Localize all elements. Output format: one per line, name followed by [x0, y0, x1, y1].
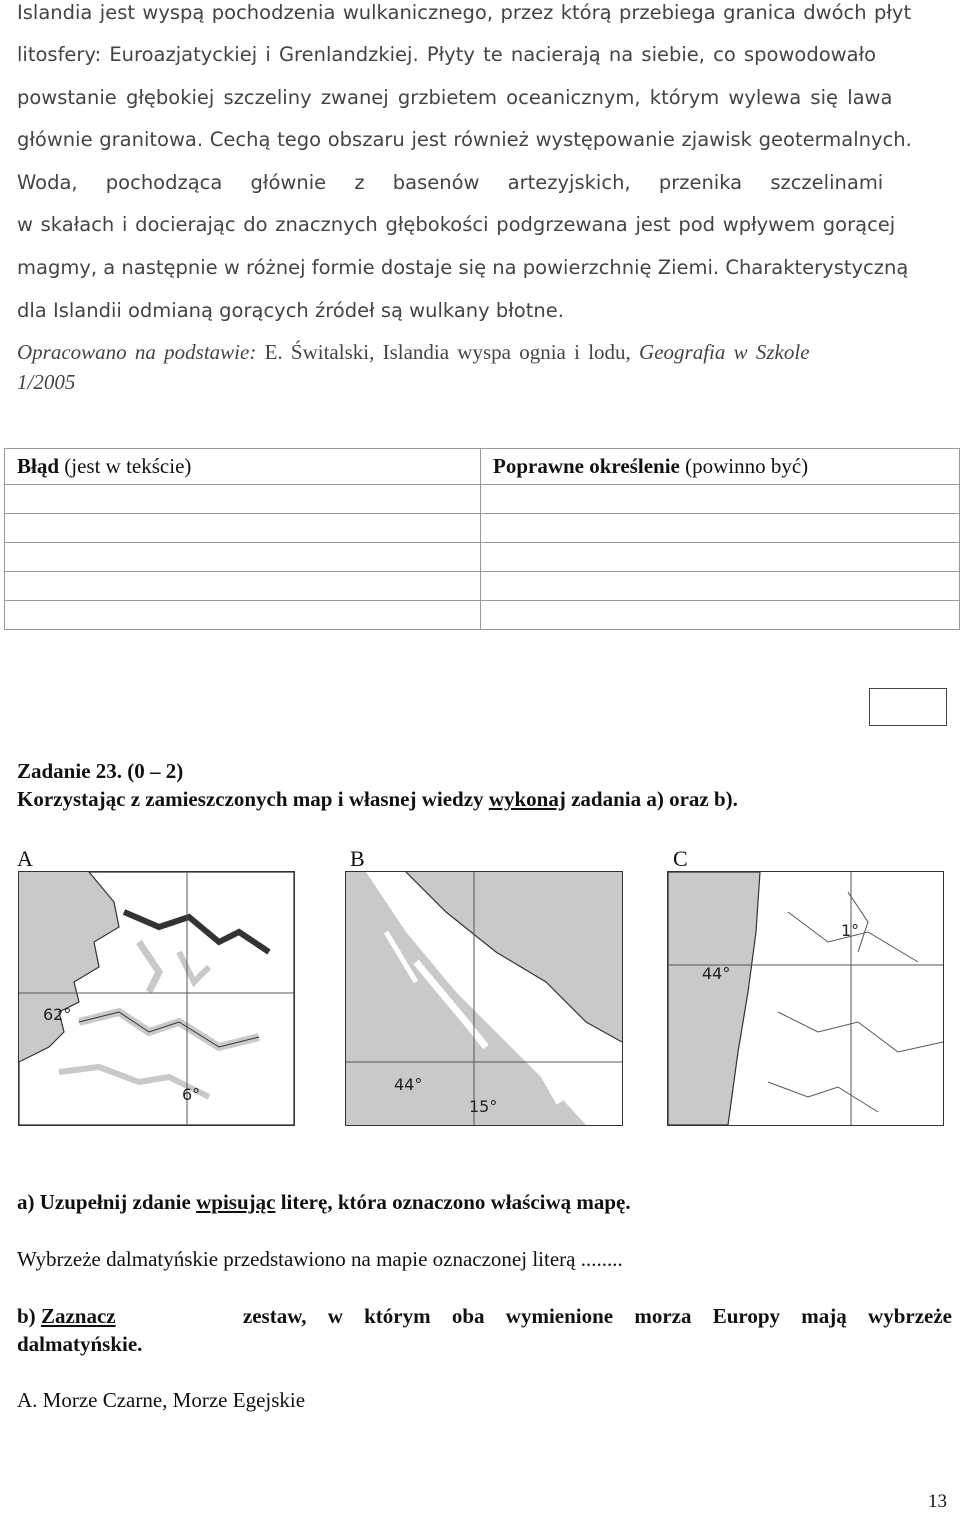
map-a [18, 871, 295, 1126]
map-b-letter: B [350, 846, 365, 871]
error-table-header [5, 449, 960, 485]
passage-line-4: głównie granitowa. Cechą tego obszaru jest również występowanie zjawisk geotermalnych. [17, 128, 912, 151]
table-row [5, 601, 960, 630]
part-a-instruction: a) Uzupełnij zdanie wpisując literę, która oznaczono właściwą mapę. [17, 1190, 631, 1214]
correction-cell[interactable] [481, 485, 960, 514]
page-number: 13 [928, 1491, 947, 1512]
map-a-label-lon: 6° [182, 1085, 201, 1104]
map-c-label-lon: 1° [841, 921, 860, 940]
source-journal: Geografia w Szkole [639, 340, 810, 364]
score-box[interactable] [869, 688, 947, 726]
correction-cell[interactable] [481, 514, 960, 543]
passage-line-7: magmy, a następnie w różnej formie dostaje się na powierzchnię Ziemi. Charakterystyczną [17, 256, 909, 279]
passage-line-5: Woda, pochodząca głównie z basenów artezyjskich, przenika szczelinami [17, 171, 884, 194]
correction-cell[interactable] [481, 572, 960, 601]
map-a-drawing [19, 872, 294, 1125]
passage-line-6: w skałach i docierając do znacznych głębokości podgrzewana jest pod wpływem gorącej [17, 213, 896, 236]
error-cell[interactable] [5, 485, 481, 514]
error-cell[interactable] [5, 543, 481, 572]
correction-cell[interactable] [481, 601, 960, 630]
correction-cell[interactable] [481, 543, 960, 572]
passage-line-3: powstanie głębokiej szczeliny zwanej grzbietem oceanicznym, którym wylewa się lawa [17, 86, 893, 109]
error-cell[interactable] [5, 514, 481, 543]
task-instruction: Korzystając z zamieszczonych map i własnej wiedzy wykonaj zadania a) oraz b). [17, 787, 738, 811]
map-c-drawing [668, 872, 943, 1125]
part-b-instruction-line2: dalmatyńskie. [17, 1332, 143, 1356]
table-row [5, 485, 960, 514]
source-label: Opracowano na podstawie: [17, 340, 257, 364]
map-b [345, 871, 623, 1126]
source-author: E. Świtalski, Islandia wyspa ognia i lodu, [264, 340, 631, 364]
map-a-label-lat: 62° [43, 1005, 72, 1024]
correction-column-header: Poprawne określenie (powinno być) [481, 449, 960, 485]
map-c-label-lat: 44° [702, 964, 731, 983]
source-citation [17, 342, 810, 363]
option-a[interactable]: A. Morze Czarne, Morze Egejskie [17, 1388, 306, 1412]
passage-line-1: Islandia jest wyspą pochodzenia wulkanicznego, przez którą przebiega granica dwóch płyt [17, 1, 912, 24]
map-b-label-lon: 15° [469, 1097, 498, 1116]
passage-line-8: dla Islandii odmianą gorących źródeł są wulkany błotne. [17, 299, 564, 322]
error-column-header: Błąd (jest w tekście) [5, 449, 481, 485]
part-b-instruction: b) Zaznacz zestaw, w którym oba wymienione morza Europy mają wybrzeże [17, 1304, 952, 1328]
map-c [667, 871, 944, 1126]
error-cell[interactable] [5, 601, 481, 630]
map-b-drawing [346, 872, 622, 1125]
map-a-letter: A [17, 846, 33, 871]
table-row [5, 514, 960, 543]
error-table [4, 448, 960, 630]
source-issue: 1/2005 [17, 370, 76, 394]
map-c-letter: C [673, 846, 688, 871]
table-row [5, 572, 960, 601]
error-cell[interactable] [5, 572, 481, 601]
table-row [5, 543, 960, 572]
task-title: Zadanie 23. (0 – 2) [17, 759, 184, 783]
part-a-sentence: Wybrzeże dalmatyńskie przedstawiono na mapie oznaczonej literą ........ [17, 1247, 623, 1271]
passage-line-2: litosfery: Euroazjatyckiej i Grenlandzkiej. Płyty te nacierają na siebie, co spowodowało [17, 43, 877, 66]
map-b-label-lat: 44° [394, 1075, 423, 1094]
